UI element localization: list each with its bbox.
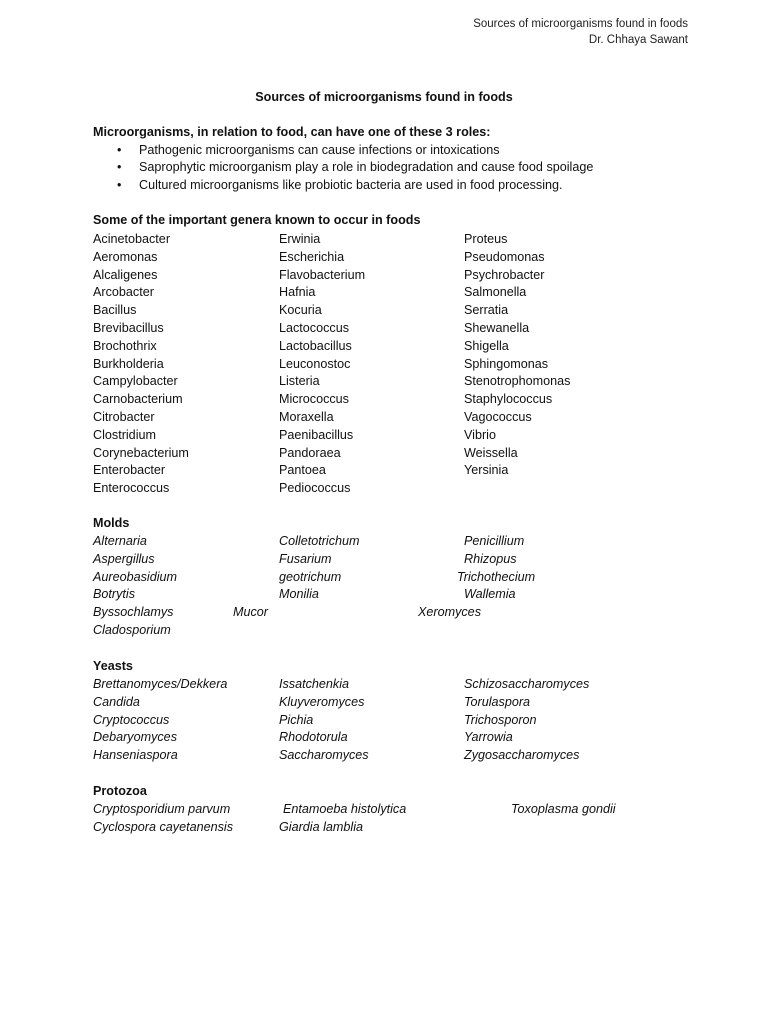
protozoa-list-item: Cyclospora cayetanensis: [93, 819, 234, 834]
genera-list-item: Hafnia: [279, 285, 316, 300]
genera-list-item: Campylobacter: [93, 374, 178, 389]
running-header-title: Sources of microorganisms found in foods: [473, 18, 688, 30]
molds-list-item: Wallemia: [464, 587, 516, 602]
genera-list-item: Vibrio: [464, 427, 496, 442]
genera-list-item: Micrococcus: [279, 392, 349, 407]
yeasts-list-item: Candida: [93, 694, 140, 709]
genera-list-item: Aeromonas: [93, 249, 158, 264]
genera-list-item: Yersinia: [464, 463, 509, 478]
genera-list-item: Pseudomonas: [464, 249, 545, 264]
protozoa-list-item: Giardia lamblia: [279, 819, 363, 834]
genera-list-item: Flavobacterium: [279, 267, 366, 282]
molds-list-item: Botrytis: [93, 587, 135, 602]
yeasts-list-item: Torulaspora: [464, 694, 531, 709]
genera-list-item: Acinetobacter: [93, 232, 171, 246]
genera-list-item: Pediococcus: [279, 481, 351, 496]
genera-list-item: Lactococcus: [279, 321, 350, 335]
molds-list-item: Cladosporium: [93, 623, 171, 637]
genera-list-item: Arcobacter: [93, 285, 154, 300]
molds-list-item: Penicillium: [464, 534, 525, 548]
genera-list-item: Erwinia: [279, 232, 321, 246]
genera-list-item: Moraxella: [279, 410, 334, 424]
molds-list-item: Fusarium: [279, 551, 332, 566]
genera-list-item: Burkholderia: [93, 356, 164, 371]
roles-heading: Microorganisms, in relation to food, can have one of these 3 roles:: [93, 125, 491, 139]
yeasts-heading: Yeasts: [93, 659, 133, 673]
molds-list-item: Mucor: [233, 605, 268, 620]
bullet-marker: •: [117, 178, 122, 192]
genera-list-item: Proteus: [464, 232, 508, 246]
yeasts-list-item: Rhodotorula: [279, 730, 348, 745]
genera-list-item: Listeria: [279, 374, 320, 389]
bullet-marker: •: [117, 143, 122, 157]
protozoa-list-item: Entamoeba histolytica: [283, 802, 407, 816]
genera-list-item: Lactobacillus: [279, 338, 352, 353]
molds-list-item: Alternaria: [93, 534, 147, 548]
genera-list-item: Sphingomonas: [464, 356, 549, 371]
genera-list-item: Paenibacillus: [279, 427, 354, 442]
yeasts-list-item: Schizosaccharomyces: [464, 677, 590, 691]
genera-list-item: Bacillus: [93, 303, 137, 318]
genera-list-item: Alcaligenes: [93, 267, 158, 282]
molds-list-item: Trichothecium: [457, 569, 536, 584]
molds-list-item: Rhizopus: [464, 551, 517, 566]
role-item-saprophytic: Saprophytic microorganism play a role in biodegradation and cause food spoilage: [139, 160, 594, 174]
yeasts-list-item: Kluyveromyces: [279, 694, 365, 709]
genera-list-item: Leuconostoc: [279, 356, 351, 371]
yeasts-list-item: Cryptococcus: [93, 712, 170, 727]
genera-list-item: Vagococcus: [464, 410, 532, 424]
molds-list-item: Monilia: [279, 587, 319, 602]
yeasts-list-item: Brettanomyces/Dekkera: [93, 677, 228, 691]
yeasts-list-item: Yarrowia: [464, 730, 513, 745]
yeasts-list-item: Debaryomyces: [93, 730, 177, 745]
molds-list-item: Byssochlamys: [93, 605, 174, 620]
genera-list-item: Shigella: [464, 338, 509, 353]
molds-list-item: Aspergillus: [93, 551, 155, 566]
yeasts-list-item: Hanseniaspora: [93, 748, 178, 763]
bullet-marker: •: [117, 160, 122, 174]
running-header-author: Dr. Chhaya Sawant: [588, 34, 688, 46]
molds-list-item: geotrichum: [279, 569, 342, 584]
genera-list-item: Citrobacter: [93, 410, 155, 424]
role-item-pathogenic: Pathogenic microorganisms can cause infections or intoxications: [139, 143, 500, 157]
role-item-cultured: Cultured microorganisms like probiotic bacteria are used in food processing.: [139, 178, 563, 192]
protozoa-heading: Protozoa: [93, 784, 147, 798]
genera-list-item: Staphylococcus: [464, 392, 553, 407]
genera-list-item: Enterococcus: [93, 481, 170, 496]
yeasts-list-item: Zygosaccharomyces: [464, 748, 580, 763]
genera-heading: Some of the important genera known to occur in foods: [93, 213, 421, 227]
protozoa-list-item: Toxoplasma gondii: [511, 802, 616, 816]
genera-list-item: Escherichia: [279, 249, 345, 264]
yeasts-list-item: Saccharomyces: [279, 748, 369, 763]
genera-list-item: Shewanella: [464, 321, 530, 335]
genera-list-item: Pantoea: [279, 463, 326, 478]
genera-list-item: Serratia: [464, 303, 509, 318]
molds-list-item: Aureobasidium: [93, 569, 178, 584]
genera-list-item: Stenotrophomonas: [464, 374, 571, 389]
yeasts-list-item: Issatchenkia: [279, 677, 350, 691]
genera-list-item: Enterobacter: [93, 463, 166, 478]
genera-list-item: Clostridium: [93, 427, 156, 442]
genera-list-item: Pandoraea: [279, 445, 341, 460]
yeasts-list-item: Pichia: [279, 712, 314, 727]
protozoa-list-item: Cryptosporidium parvum: [93, 802, 231, 816]
genera-list-item: Salmonella: [464, 285, 527, 300]
page-title: Sources of microorganisms found in foods: [255, 90, 513, 104]
genera-list-item: Brevibacillus: [93, 321, 164, 335]
genera-list-item: Psychrobacter: [464, 267, 545, 282]
molds-heading: Molds: [93, 516, 130, 530]
genera-list-item: Corynebacterium: [93, 445, 189, 460]
molds-list-item: Colletotrichum: [279, 534, 360, 548]
molds-list-item: Xeromyces: [418, 605, 481, 620]
genera-list-item: Carnobacterium: [93, 392, 183, 407]
genera-list-item: Brochothrix: [93, 338, 157, 353]
genera-list-item: Kocuria: [279, 303, 322, 318]
yeasts-list-item: Trichosporon: [464, 712, 537, 727]
genera-list-item: Weissella: [464, 445, 518, 460]
